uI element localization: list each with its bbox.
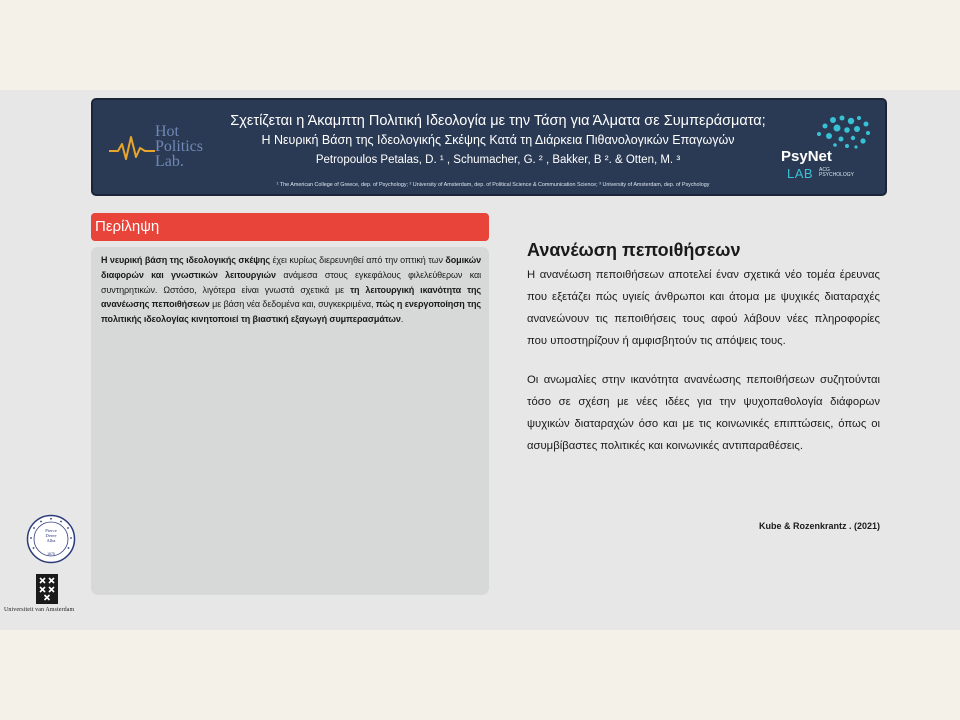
abstract-emphasis-4: πώς η ενεργοποίηση της πολιτικής ιδεολογίας κινητοποιεί τη βιαστική εξαγωγή συμπερασμάτων: [101, 299, 481, 325]
psynet-acg-tag: ACG PSYCHOLOGY: [819, 167, 855, 178]
psynet-lab-label: LAB: [787, 166, 814, 181]
belief-citation: Kube & Rozenkrantz . (2021): [758, 521, 880, 531]
psynet-name-text: PsyNet: [781, 148, 832, 165]
header-titles: [203, 112, 793, 170]
psynet-wordmark: [781, 148, 832, 165]
belief-updating-heading: Ανανέωση πεποιθήσεων: [527, 240, 741, 260]
abstract-segment-2: έχει κυρίως διερευνηθεί από την οπτική των: [269, 255, 446, 265]
acg-motto-line-2: Deree: [45, 533, 57, 539]
abstract-emphasis-2: δομικών διαφορών και γνωστικών λειτουργιών: [101, 255, 481, 280]
poster-authors: Petropoulos Petalas, D. ¹ , Schumacher, G. ² , Bakker, B ². & Otten, M. ³: [315, 154, 681, 166]
uva-shield-icon: [35, 574, 59, 604]
abstract-segment-4: ανάμεσα στους εγκεφάλους φιλελεύθερων και συντηρητικών. Ωστόσο, λιγότερα είναι γνωστά σχετικά με: [101, 269, 481, 295]
logo-line-lab: Lab.: [155, 153, 184, 170]
abstract-heading: Περίληψη: [91, 213, 489, 241]
abstract-segment-6: με βάση νέα δεδομένα και, συγκεκριμένα,: [209, 299, 376, 310]
acg-motto-line-3: Alba: [46, 538, 56, 544]
acg-seal-motto: [39, 528, 63, 544]
belief-updating-section: [527, 238, 880, 457]
network-dots-icon: [811, 114, 873, 150]
abstract-card: [91, 247, 489, 595]
acg-seal-year: 1875: [47, 552, 55, 556]
acg-seal-logo: [26, 514, 76, 564]
logo-line-politics: Politics: [155, 138, 204, 155]
poster-subtitle: Η Νευρική Βάση της Ιδεολογικής Σκέψης Κατά τη Διάρκεια Πιθανολογικών Επαγωγών: [261, 133, 735, 147]
poster-affiliations: ¹ The American College of Greece, dep. of Psychology; ² University of Amsterdam, dep. of Political Science & Communication Science; ³ University of Amsterdam, dep. of Psychology: [276, 182, 710, 188]
abstract-emphasis-3: τη λειτουργική ικανότητα της ανανέωσης πεποιθήσεων: [101, 284, 481, 310]
abstract-segment-8: .: [400, 314, 404, 325]
poster-title: Σχετίζεται η Άκαμπτη Πολιτική Ιδεολογία με την Τάση για Άλματα σε Συμπεράσματα;: [230, 113, 766, 129]
pulse-icon: [109, 135, 155, 163]
hot-politics-lab-wordmark: [155, 124, 203, 169]
belief-paragraph-1: Η ανανέωση πεποιθήσεων αποτελεί έναν σχετικά νέο τομέα έρευνας που εξετάζει πώς υγιείς άνθρωποι και άτομα με ψυχικές διαταραχές ανανεώνουν τις πεποιθήσεις τους αφού λάβουν νέες πληροφορίες που υποστηρίζουν ή αμφισβητούν τις απόψεις τους.: [527, 269, 880, 347]
psynet-lab-logo: [781, 114, 881, 184]
logo-line-hot: Hot: [155, 123, 179, 140]
belief-paragraph-2: Οι ανωμαλίες στην ικανότητα ανανέωσης πεποιθήσεων συζητούνται τόσο σε σχέση με νέες ιδέες για την ψυχοπαθολογία διάφορων ψυχικών διαταραχών όσο και με τις κοινωνικές επιπτώσεις, όπως οι ασυμβίβαστες πολιτικές και κοινωνικές αντιπαραθέσεις.: [527, 374, 880, 452]
poster-header: [91, 98, 887, 196]
uva-logo: [35, 574, 59, 604]
uva-name: Universiteit van Amsterdam: [4, 607, 75, 613]
acg-motto-line-1: Pierce: [45, 528, 57, 533]
abstract-text: [101, 253, 481, 327]
abstract-emphasis-1: Η νευρική βάση της ιδεολογικής σκέψης: [101, 255, 270, 265]
